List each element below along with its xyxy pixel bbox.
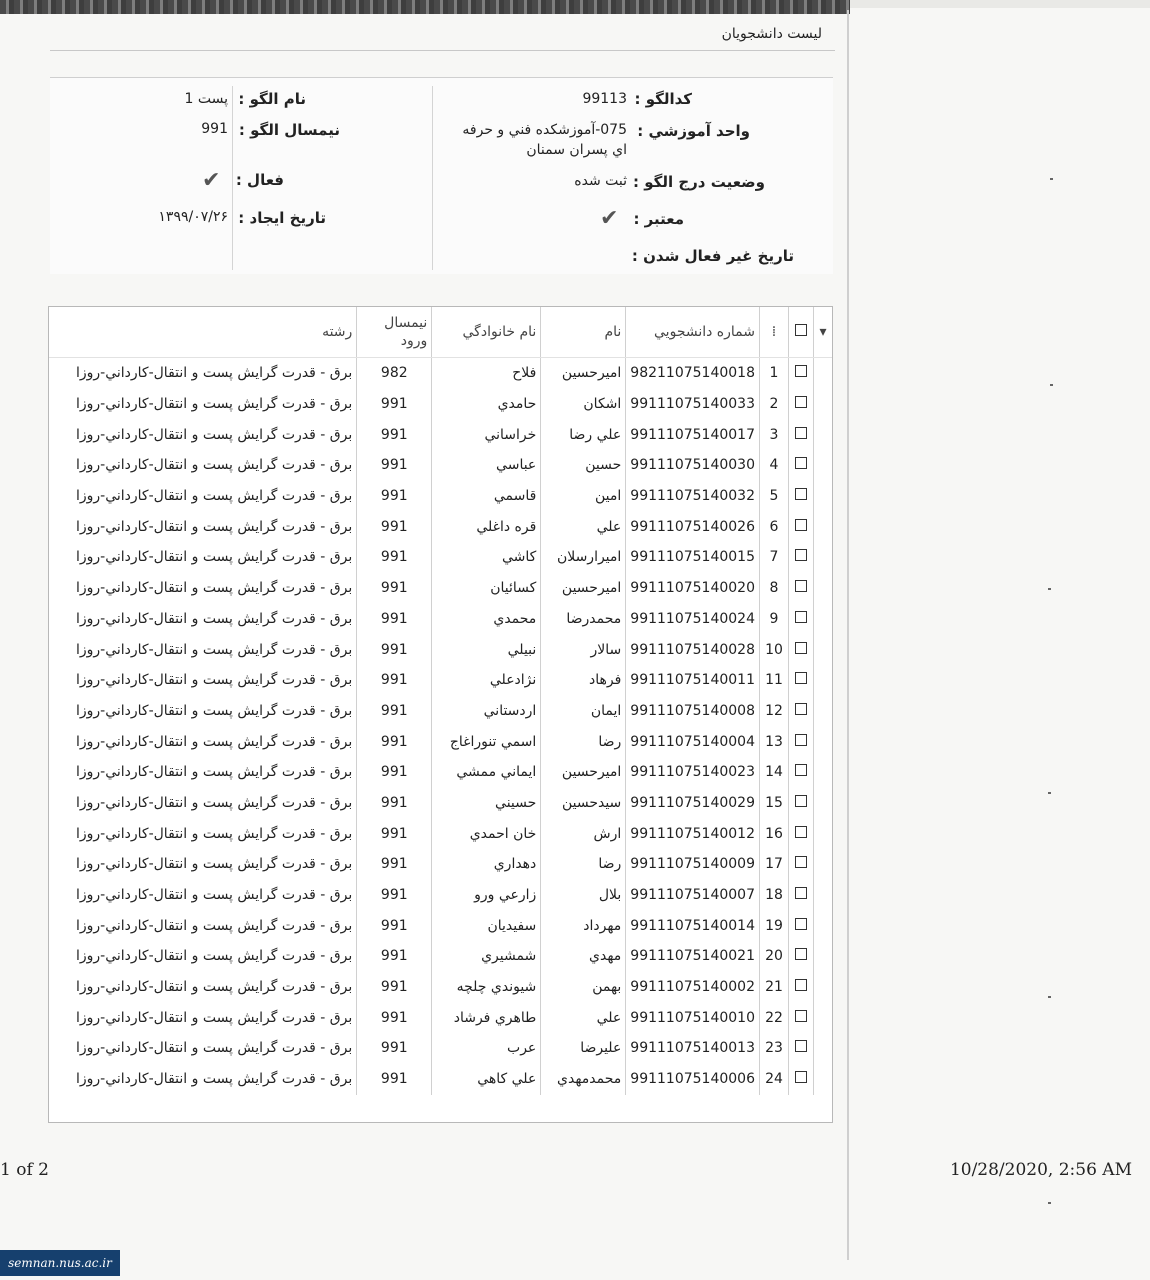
row-entry-semester: 991 — [357, 788, 432, 819]
row-student-id: 99111075140009 — [626, 849, 760, 880]
row-spacer — [814, 726, 833, 757]
row-student-id: 99111075140023 — [626, 757, 760, 788]
status-value: ثبت شده — [574, 173, 627, 189]
row-entry-semester: 991 — [357, 1033, 432, 1064]
page-indicator: 1 of 2 — [0, 1160, 49, 1180]
print-timestamp: 10/28/2020, 2:56 AM — [949, 1160, 1132, 1180]
students-table — [49, 307, 832, 1095]
row-field: برق - قدرت گرايش پست و انتقال-كارداني-روزا — [75, 733, 353, 750]
scan-speck — [1048, 996, 1051, 998]
semester-label: نيمسال الگو : — [238, 121, 340, 139]
row-number: 7 — [760, 542, 789, 573]
valid-label: معتبر : — [633, 210, 684, 228]
row-checkbox-cell[interactable] — [789, 542, 814, 573]
unit-value-line1: 075-آموزشكده فني و حرفه — [462, 122, 627, 138]
row-checkbox-cell[interactable] — [789, 389, 814, 420]
row-first-name: اشكان — [541, 389, 626, 420]
row-number: 14 — [760, 757, 789, 788]
row-checkbox-cell[interactable] — [789, 604, 814, 635]
row-student-id: 99111075140004 — [626, 726, 760, 757]
row-field: برق - قدرت گرايش پست و انتقال-كارداني-روزا — [75, 702, 353, 719]
row-first-name: اميرحسين — [541, 573, 626, 604]
row-number: 5 — [760, 481, 789, 512]
row-checkbox[interactable] — [795, 918, 807, 930]
row-checkbox[interactable] — [795, 1071, 807, 1083]
page-title: ليست دانشجويان — [721, 26, 822, 42]
row-number: 8 — [760, 573, 789, 604]
table-row[interactable] — [49, 818, 832, 849]
row-last-name: طاهري فرشاد — [432, 1002, 541, 1033]
row-spacer — [814, 419, 833, 450]
row-checkbox[interactable] — [795, 948, 807, 960]
row-field: برق - قدرت گرايش پست و انتقال-كارداني-روزا — [75, 948, 353, 965]
row-student-id: 99111075140006 — [626, 1064, 760, 1095]
row-first-name: علي — [541, 1002, 626, 1033]
row-first-name: اميرحسين — [541, 358, 626, 389]
row-first-name: علي — [541, 511, 626, 542]
row-field: برق - قدرت گرايش پست و انتقال-كارداني-روزا — [75, 365, 353, 382]
row-checkbox[interactable] — [795, 611, 807, 623]
scan-speck — [1050, 178, 1053, 180]
row-last-name: زارعي ورو — [432, 880, 541, 911]
scan-border — [0, 0, 850, 14]
row-field: برق - قدرت گرايش پست و انتقال-كارداني-روزا — [75, 518, 353, 535]
row-student-id: 99111075140030 — [626, 450, 760, 481]
row-checkbox[interactable] — [795, 734, 807, 746]
row-field: برق - قدرت گرايش پست و انتقال-كارداني-روزا — [75, 610, 353, 627]
name-label: نام الگو : — [238, 90, 306, 108]
table-row[interactable] — [49, 972, 832, 1003]
row-entry-semester: 991 — [357, 880, 432, 911]
row-student-id: 99111075140008 — [626, 696, 760, 727]
row-first-name: محمدمهدي — [541, 1064, 626, 1095]
row-checkbox[interactable] — [795, 856, 807, 868]
row-checkbox-cell[interactable] — [789, 880, 814, 911]
row-spacer — [814, 849, 833, 880]
row-number: 6 — [760, 511, 789, 542]
row-checkbox-cell[interactable] — [789, 972, 814, 1003]
scan-speck — [1048, 1202, 1051, 1204]
header-student-id[interactable]: شماره دانشجويي — [626, 307, 760, 358]
site-watermark: semnan.nus.ac.ir — [0, 1250, 120, 1276]
row-number: 18 — [760, 880, 789, 911]
row-spacer — [814, 696, 833, 727]
row-student-id: 99111075140014 — [626, 910, 760, 941]
row-checkbox[interactable] — [795, 365, 807, 377]
row-student-id: 99111075140024 — [626, 604, 760, 635]
row-spacer — [814, 757, 833, 788]
row-entry-semester: 991 — [357, 972, 432, 1003]
row-field: برق - قدرت گرايش پست و انتقال-كارداني-روزا — [75, 917, 353, 934]
inactive-date-label: تاريخ غير فعال شدن : — [631, 247, 794, 265]
row-number: 11 — [760, 665, 789, 696]
row-checkbox[interactable] — [795, 549, 807, 561]
row-last-name: حسيني — [432, 788, 541, 819]
row-number: 16 — [760, 818, 789, 849]
row-first-name: عليرضا — [541, 1033, 626, 1064]
row-last-name: علي كاهي — [432, 1064, 541, 1095]
select-all-checkbox[interactable] — [795, 324, 807, 336]
table-row[interactable] — [49, 665, 832, 696]
row-last-name: نبيلي — [432, 634, 541, 665]
row-last-name: حامدي — [432, 389, 541, 420]
row-last-name: ايماني ممشي — [432, 757, 541, 788]
row-checkbox-cell[interactable] — [789, 573, 814, 604]
row-checkbox[interactable] — [795, 396, 807, 408]
row-last-name: اسمي تنوراغاج — [432, 726, 541, 757]
created-value: ۱۳۹۹/۰۷/۲۶ — [158, 209, 228, 225]
row-entry-semester: 991 — [357, 941, 432, 972]
row-checkbox-cell[interactable] — [789, 1064, 814, 1095]
row-number: 12 — [760, 696, 789, 727]
row-checkbox[interactable] — [795, 979, 807, 991]
row-first-name: علي رضا — [541, 419, 626, 450]
row-checkbox[interactable] — [795, 580, 807, 592]
row-checkbox-cell[interactable] — [789, 910, 814, 941]
row-checkbox[interactable] — [795, 703, 807, 715]
semester-value: 991 — [201, 121, 228, 137]
table-row[interactable] — [49, 1002, 832, 1033]
row-first-name: اميرارسلان — [541, 542, 626, 573]
row-entry-semester: 991 — [357, 757, 432, 788]
row-student-id: 99111075140033 — [626, 389, 760, 420]
row-checkbox-cell[interactable] — [789, 849, 814, 880]
row-last-name: سفيديان — [432, 910, 541, 941]
row-student-id: 99111075140011 — [626, 665, 760, 696]
row-student-id: 99111075140007 — [626, 880, 760, 911]
row-student-id: 99111075140010 — [626, 1002, 760, 1033]
row-spacer — [814, 1064, 833, 1095]
scan-edge — [847, 10, 849, 1260]
row-number: 22 — [760, 1002, 789, 1033]
header-entry-semester[interactable]: نيمسال ورود — [357, 307, 432, 358]
row-first-name: مهرداد — [541, 910, 626, 941]
table-row[interactable] — [49, 941, 832, 972]
row-spacer — [814, 1002, 833, 1033]
row-last-name: شمشيري — [432, 941, 541, 972]
row-spacer — [814, 358, 833, 389]
row-checkbox[interactable] — [795, 488, 807, 500]
row-spacer — [814, 880, 833, 911]
row-checkbox[interactable] — [795, 457, 807, 469]
scan-speck — [1048, 792, 1051, 794]
scan-speck — [1048, 588, 1051, 590]
row-entry-semester: 991 — [357, 665, 432, 696]
panel-divider — [232, 86, 233, 270]
row-last-name: فلاح — [432, 358, 541, 389]
row-checkbox-cell[interactable] — [789, 450, 814, 481]
name-value: پست 1 — [184, 91, 228, 107]
table-row[interactable] — [49, 696, 832, 727]
row-checkbox-cell[interactable] — [789, 696, 814, 727]
row-student-id: 99111075140013 — [626, 1033, 760, 1064]
row-spacer — [814, 634, 833, 665]
row-field: برق - قدرت گرايش پست و انتقال-كارداني-روزا — [75, 1071, 353, 1088]
row-first-name: رضا — [541, 849, 626, 880]
row-student-id: 98211075140018 — [626, 358, 760, 389]
row-number: 19 — [760, 910, 789, 941]
header-last-name[interactable]: نام خانوادگي — [432, 307, 541, 358]
row-first-name: بهمن — [541, 972, 626, 1003]
row-first-name: بلال — [541, 880, 626, 911]
row-field: برق - قدرت گرايش پست و انتقال-كارداني-روزا — [75, 764, 353, 781]
row-checkbox-cell[interactable] — [789, 1033, 814, 1064]
row-number: 21 — [760, 972, 789, 1003]
row-student-id: 99111075140028 — [626, 634, 760, 665]
row-last-name: عرب — [432, 1033, 541, 1064]
row-entry-semester: 991 — [357, 726, 432, 757]
column-filter-icon[interactable]: ⁞ — [760, 307, 789, 358]
row-checkbox-cell[interactable] — [789, 481, 814, 512]
row-first-name: سيدحسين — [541, 788, 626, 819]
table-row[interactable] — [49, 849, 832, 880]
row-field: برق - قدرت گرايش پست و انتقال-كارداني-روزا — [75, 856, 353, 873]
table-row[interactable] — [49, 358, 832, 389]
row-entry-semester: 991 — [357, 419, 432, 450]
row-last-name: كاشي — [432, 542, 541, 573]
students-grid — [48, 306, 833, 1123]
row-field: برق - قدرت گرايش پست و انتقال-كارداني-روزا — [75, 672, 353, 689]
row-checkbox[interactable] — [795, 795, 807, 807]
row-spacer — [814, 573, 833, 604]
row-field: برق - قدرت گرايش پست و انتقال-كارداني-روزا — [75, 825, 353, 842]
row-last-name: خان احمدي — [432, 818, 541, 849]
row-checkbox-cell[interactable] — [789, 665, 814, 696]
row-entry-semester: 982 — [357, 358, 432, 389]
row-first-name: ارش — [541, 818, 626, 849]
row-spacer — [814, 1033, 833, 1064]
row-checkbox-cell[interactable] — [789, 1002, 814, 1033]
row-checkbox[interactable] — [795, 1010, 807, 1022]
row-last-name: قره داغلي — [432, 511, 541, 542]
row-last-name: كسائيان — [432, 573, 541, 604]
row-number: 1 — [760, 358, 789, 389]
row-student-id: 99111075140020 — [626, 573, 760, 604]
row-student-id: 99111075140012 — [626, 818, 760, 849]
row-first-name: رضا — [541, 726, 626, 757]
scan-border — [850, 0, 1150, 8]
row-last-name: شيوندي چلچه — [432, 972, 541, 1003]
row-entry-semester: 991 — [357, 1064, 432, 1095]
row-entry-semester: 991 — [357, 818, 432, 849]
row-last-name: خراساني — [432, 419, 541, 450]
row-field: برق - قدرت گرايش پست و انتقال-كارداني-روزا — [75, 549, 353, 566]
row-spacer — [814, 818, 833, 849]
code-value: 99113 — [582, 91, 627, 107]
row-spacer — [814, 450, 833, 481]
row-checkbox[interactable] — [795, 642, 807, 654]
row-student-id: 99111075140021 — [626, 941, 760, 972]
table-row[interactable] — [49, 573, 832, 604]
row-checkbox[interactable] — [795, 764, 807, 776]
table-row[interactable] — [49, 788, 832, 819]
row-last-name: دهداري — [432, 849, 541, 880]
row-entry-semester: 991 — [357, 450, 432, 481]
row-number: 15 — [760, 788, 789, 819]
row-spacer — [814, 972, 833, 1003]
table-row[interactable] — [49, 910, 832, 941]
row-field: برق - قدرت گرايش پست و انتقال-كارداني-روزا — [75, 488, 353, 505]
select-all-checkbox-cell[interactable] — [789, 307, 814, 358]
row-student-id: 99111075140026 — [626, 511, 760, 542]
row-field: برق - قدرت گرايش پست و انتقال-كارداني-روزا — [75, 396, 353, 413]
row-entry-semester: 991 — [357, 573, 432, 604]
row-number: 24 — [760, 1064, 789, 1095]
row-number: 10 — [760, 634, 789, 665]
row-checkbox[interactable] — [795, 519, 807, 531]
row-student-id: 99111075140029 — [626, 788, 760, 819]
row-checkbox-cell[interactable] — [789, 358, 814, 389]
row-field: برق - قدرت گرايش پست و انتقال-كارداني-روزا — [75, 457, 353, 474]
table-row[interactable] — [49, 757, 832, 788]
row-last-name: قاسمي — [432, 481, 541, 512]
row-last-name: نژادعلي — [432, 665, 541, 696]
row-field: برق - قدرت گرايش پست و انتقال-كارداني-روزا — [75, 887, 353, 904]
row-number: 17 — [760, 849, 789, 880]
created-label: تاريخ ايجاد : — [238, 209, 326, 227]
row-checkbox[interactable] — [795, 887, 807, 899]
table-row[interactable] — [49, 1064, 832, 1095]
row-checkbox[interactable] — [795, 1040, 807, 1052]
row-entry-semester: 991 — [357, 910, 432, 941]
valid-check-icon: ✔ — [600, 206, 619, 231]
row-checkbox-cell[interactable] — [789, 634, 814, 665]
row-last-name: عباسي — [432, 450, 541, 481]
row-first-name: مهدي — [541, 941, 626, 972]
unit-value-line2: اي پسران سمنان — [526, 142, 627, 158]
row-checkbox-cell[interactable] — [789, 818, 814, 849]
row-spacer — [814, 542, 833, 573]
row-first-name: فرهاد — [541, 665, 626, 696]
row-entry-semester: 991 — [357, 389, 432, 420]
row-entry-semester: 991 — [357, 542, 432, 573]
row-entry-semester: 991 — [357, 481, 432, 512]
title-divider — [50, 50, 835, 51]
row-entry-semester: 991 — [357, 1002, 432, 1033]
table-row[interactable] — [49, 1033, 832, 1064]
row-first-name: اميرحسين — [541, 757, 626, 788]
row-number: 4 — [760, 450, 789, 481]
table-row[interactable] — [49, 880, 832, 911]
row-field: برق - قدرت گرايش پست و انتقال-كارداني-روزا — [75, 641, 353, 658]
row-entry-semester: 991 — [357, 511, 432, 542]
active-check-icon: ✔ — [202, 168, 221, 193]
row-number: 9 — [760, 604, 789, 635]
row-field: برق - قدرت گرايش پست و انتقال-كارداني-روزا — [75, 1009, 353, 1026]
row-spacer — [814, 910, 833, 941]
row-checkbox-cell[interactable] — [789, 726, 814, 757]
row-spacer — [814, 665, 833, 696]
row-last-name: اردستاني — [432, 696, 541, 727]
row-first-name: سالار — [541, 634, 626, 665]
table-row[interactable] — [49, 511, 832, 542]
row-first-name: امين — [541, 481, 626, 512]
row-field: برق - قدرت گرايش پست و انتقال-كارداني-روزا — [75, 426, 353, 443]
active-label: فعال : — [235, 171, 284, 189]
row-spacer — [814, 511, 833, 542]
row-field: برق - قدرت گرايش پست و انتقال-كارداني-روزا — [75, 794, 353, 811]
row-spacer — [814, 481, 833, 512]
row-student-id: 99111075140017 — [626, 419, 760, 450]
row-first-name: حسين — [541, 450, 626, 481]
row-spacer — [814, 389, 833, 420]
row-student-id: 99111075140015 — [626, 542, 760, 573]
code-label: كدالگو : — [634, 90, 692, 108]
table-row[interactable] — [49, 419, 832, 450]
row-first-name: ايمان — [541, 696, 626, 727]
table-row[interactable] — [49, 542, 832, 573]
row-number: 3 — [760, 419, 789, 450]
row-checkbox-cell[interactable] — [789, 757, 814, 788]
row-spacer — [814, 941, 833, 972]
row-spacer — [814, 788, 833, 819]
row-checkbox[interactable] — [795, 826, 807, 838]
row-checkbox-cell[interactable] — [789, 511, 814, 542]
row-number: 23 — [760, 1033, 789, 1064]
row-first-name: محمدرضا — [541, 604, 626, 635]
row-checkbox-cell[interactable] — [789, 941, 814, 972]
table-header-row — [49, 307, 832, 358]
panel-divider — [432, 86, 433, 270]
header-first-name[interactable]: نام — [541, 307, 626, 358]
row-entry-semester: 991 — [357, 696, 432, 727]
row-field: برق - قدرت گرايش پست و انتقال-كارداني-روزا — [75, 979, 353, 996]
status-label: وضعيت درج الگو : — [633, 173, 765, 191]
row-entry-semester: 991 — [357, 634, 432, 665]
row-number: 13 — [760, 726, 789, 757]
row-checkbox-cell[interactable] — [789, 788, 814, 819]
row-student-id: 99111075140002 — [626, 972, 760, 1003]
table-row[interactable] — [49, 481, 832, 512]
row-checkbox[interactable] — [795, 427, 807, 439]
row-student-id: 99111075140032 — [626, 481, 760, 512]
table-row[interactable] — [49, 604, 832, 635]
table-row[interactable] — [49, 389, 832, 420]
row-field: برق - قدرت گرايش پست و انتقال-كارداني-روزا — [75, 580, 353, 597]
row-entry-semester: 991 — [357, 604, 432, 635]
row-checkbox-cell[interactable] — [789, 419, 814, 450]
table-row[interactable] — [49, 726, 832, 757]
row-number: 20 — [760, 941, 789, 972]
header-field[interactable]: رشته — [49, 307, 357, 358]
scan-speck — [1050, 384, 1053, 386]
unit-label: واحد آموزشي : — [637, 122, 750, 140]
table-row[interactable] — [49, 634, 832, 665]
row-last-name: محمدي — [432, 604, 541, 635]
row-checkbox[interactable] — [795, 672, 807, 684]
row-number: 2 — [760, 389, 789, 420]
row-entry-semester: 991 — [357, 849, 432, 880]
sort-dropdown-icon[interactable]: ▾ — [814, 307, 833, 358]
row-spacer — [814, 604, 833, 635]
table-row[interactable] — [49, 450, 832, 481]
row-field: برق - قدرت گرايش پست و انتقال-كارداني-روزا — [75, 1040, 353, 1057]
